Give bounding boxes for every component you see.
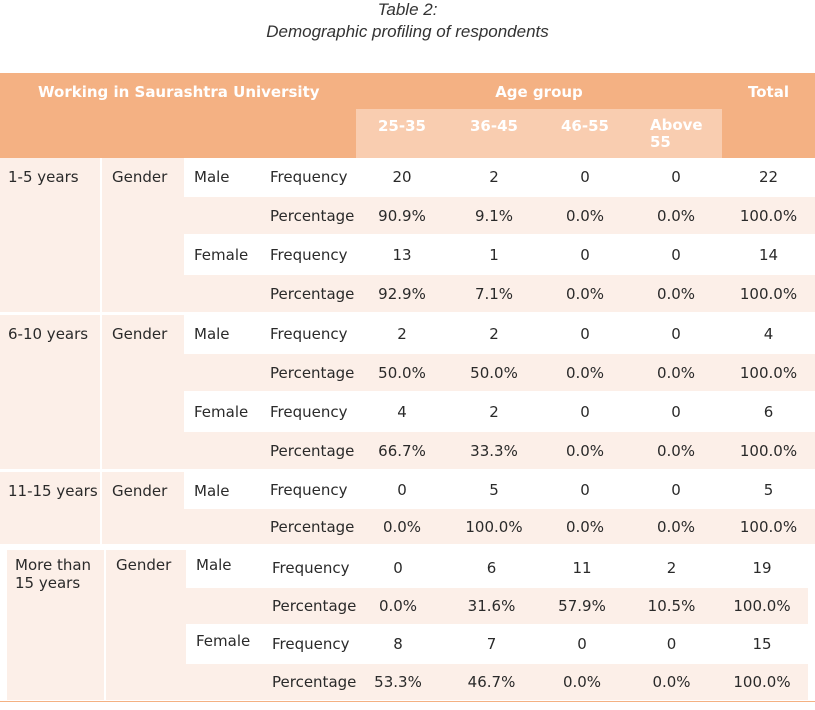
age-value: 5 <box>489 481 499 499</box>
age-value: 0 <box>671 403 681 421</box>
bottom-rule <box>0 701 815 702</box>
gender-label: Gender <box>112 325 168 343</box>
age-value: 0 <box>393 559 403 577</box>
total-value: 100.0% <box>739 518 798 536</box>
age-value: 2 <box>489 168 499 186</box>
age-value: 8 <box>393 635 403 653</box>
age-value: 0.0% <box>656 442 696 460</box>
age-value: 2 <box>666 559 677 577</box>
percentage-label: Percentage <box>270 442 355 460</box>
age-value: 50.0% <box>378 364 426 382</box>
age-value: 0.0% <box>656 285 696 303</box>
sex-cell-bg <box>184 509 260 544</box>
age-col-46-55: 46-55 <box>561 117 609 135</box>
header-age-group: Age group <box>495 83 583 101</box>
gender-label: Gender <box>116 556 172 574</box>
sex-label: Male <box>196 556 232 574</box>
sex-label: Female <box>194 246 249 264</box>
age-value: 90.9% <box>378 207 426 225</box>
age-value: 0 <box>666 635 677 653</box>
gender-label: Gender <box>112 168 168 186</box>
header-total: Total <box>748 83 789 101</box>
age-value: 0 <box>577 635 587 653</box>
age-value: 66.7% <box>378 442 426 460</box>
age-value: 7 <box>486 635 497 653</box>
frequency-label: Frequency <box>270 481 348 499</box>
total-value: 14 <box>758 246 779 264</box>
age-value: 10.5% <box>647 597 696 615</box>
age-value: 0 <box>671 481 681 499</box>
header-working: Working in Saurashtra University <box>38 83 320 101</box>
total-value: 6 <box>763 403 774 421</box>
age-value: 0.0% <box>656 518 696 536</box>
age-value: 46.7% <box>467 673 516 691</box>
total-value: 100.0% <box>733 597 791 615</box>
age-value: 0 <box>580 246 590 264</box>
age-value: 0.0% <box>378 597 418 615</box>
total-value: 15 <box>752 635 772 653</box>
age-value: 0 <box>397 481 407 499</box>
age-col-36-45: 36-45 <box>470 117 518 135</box>
age-value: 6 <box>486 559 497 577</box>
total-value: 100.0% <box>739 207 798 225</box>
table-title: Demographic profiling of respondents <box>266 22 549 41</box>
sex-cell-bg <box>184 354 260 391</box>
total-value: 100.0% <box>739 285 798 303</box>
percentage-label: Percentage <box>270 285 355 303</box>
age-value: 57.9% <box>558 597 606 615</box>
percentage-label: Percentage <box>272 673 357 691</box>
total-value: 5 <box>763 481 774 499</box>
total-value: 100.0% <box>739 364 798 382</box>
age-value: 0.0% <box>565 364 605 382</box>
total-value: 100.0% <box>733 673 791 691</box>
total-value: 4 <box>763 325 774 343</box>
age-value: 0 <box>671 325 681 343</box>
age-value: 2 <box>397 325 407 343</box>
age-value: 33.3% <box>470 442 518 460</box>
age-value: 0 <box>580 403 590 421</box>
age-value: 9.1% <box>474 207 514 225</box>
sex-label: Male <box>194 325 230 343</box>
sex-cell-bg <box>186 588 262 624</box>
years-label: 6-10 years <box>8 325 89 343</box>
total-value: 100.0% <box>739 442 798 460</box>
age-value: 0.0% <box>656 364 696 382</box>
age-value: 92.9% <box>378 285 426 303</box>
sex-label: Female <box>196 632 251 650</box>
age-value: 0.0% <box>562 673 602 691</box>
age-col-25-35: 25-35 <box>378 117 426 135</box>
sex-label: Male <box>194 168 230 186</box>
age-value: 0 <box>580 168 590 186</box>
age-value: 2 <box>489 403 499 421</box>
sex-label: Female <box>194 403 249 421</box>
age-value: 100.0% <box>465 518 523 536</box>
age-value: 0 <box>671 168 681 186</box>
age-value: 53.3% <box>374 673 422 691</box>
sex-label: Male <box>194 482 230 500</box>
age-value: 0.0% <box>565 442 605 460</box>
age-value: 2 <box>489 325 499 343</box>
age-value: 7.1% <box>474 285 514 303</box>
age-value: 20 <box>392 168 412 186</box>
sex-cell-bg <box>186 664 262 700</box>
gender-label: Gender <box>112 482 168 500</box>
age-value: 0 <box>671 246 681 264</box>
age-value: 0 <box>580 325 590 343</box>
frequency-label: Frequency <box>272 559 350 577</box>
age-value: 0.0% <box>652 673 691 691</box>
age-value: 50.0% <box>470 364 518 382</box>
total-value: 19 <box>752 559 772 577</box>
frequency-label: Frequency <box>270 325 348 343</box>
age-value: 13 <box>392 246 412 264</box>
sex-cell-bg <box>184 197 260 234</box>
percentage-label: Percentage <box>272 597 357 615</box>
age-value: 0.0% <box>382 518 422 536</box>
years-label: 1-5 years <box>8 168 79 186</box>
sex-cell-bg <box>184 432 260 469</box>
age-value: 0.0% <box>656 207 696 225</box>
percentage-label: Percentage <box>270 518 355 536</box>
percentage-label: Percentage <box>270 364 355 382</box>
years-label: 11-15 years <box>8 482 98 500</box>
age-value: 0.0% <box>565 518 605 536</box>
frequency-label: Frequency <box>270 403 348 421</box>
age-col-above-55: Above 55 <box>650 116 703 151</box>
age-value: 31.6% <box>467 597 516 615</box>
age-value: 0.0% <box>565 207 605 225</box>
percentage-label: Percentage <box>270 207 355 225</box>
frequency-label: Frequency <box>270 246 348 264</box>
total-value: 22 <box>758 168 779 186</box>
age-value: 0 <box>580 481 590 499</box>
sex-cell-bg <box>184 275 260 312</box>
frequency-label: Frequency <box>270 168 348 186</box>
age-value: 11 <box>572 559 592 577</box>
years-label: More than 15 years <box>15 556 92 592</box>
age-value: 1 <box>489 246 499 264</box>
frequency-label: Frequency <box>272 635 350 653</box>
age-value: 4 <box>397 403 407 421</box>
age-value: 0.0% <box>565 285 605 303</box>
table-label: Table 2: <box>377 0 438 19</box>
